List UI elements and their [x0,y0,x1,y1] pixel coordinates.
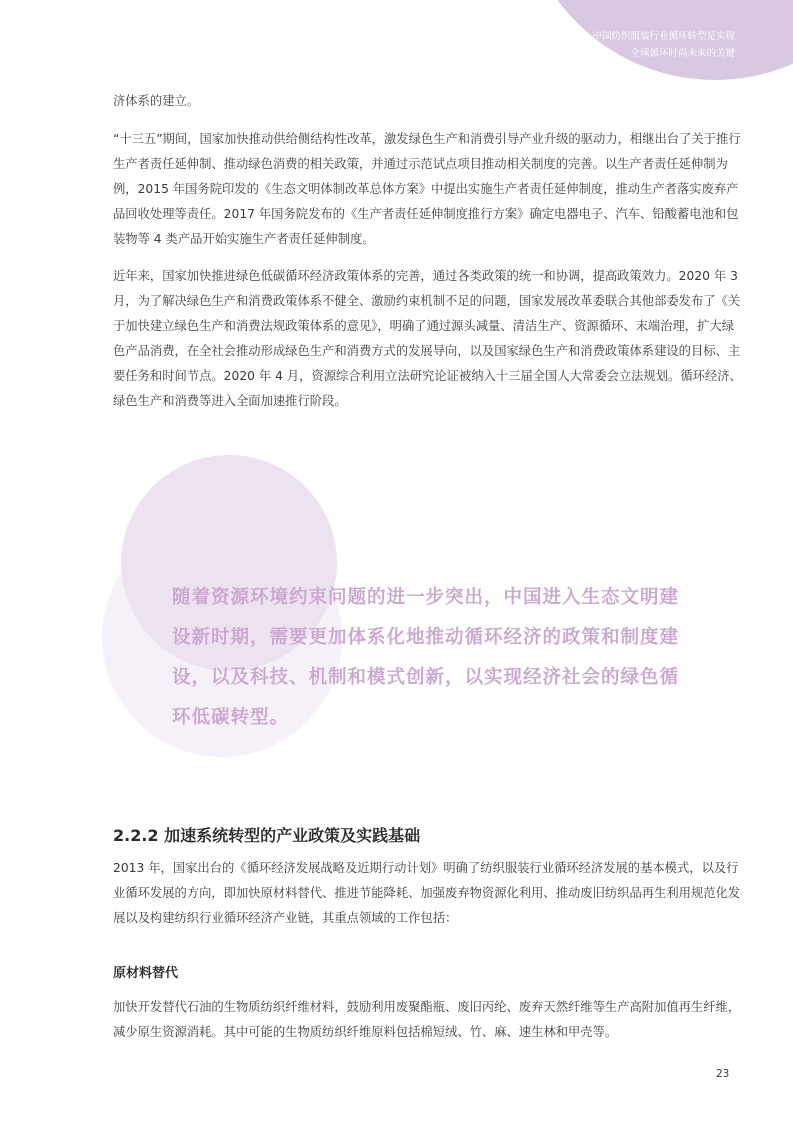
paragraph-continuation: 济体系的建立。 [113,94,200,108]
subheading-raw-material-substitution: 原材料替代 [113,966,179,981]
running-header [592,28,735,62]
raw-material-paragraph: 加快开发替代石油的生物质纺织纤维材料，鼓励利用废聚酯瓶、废旧丙纶、废弃天然纤维等生产高附加值再生纤维，减少原生资源消耗。其中可能的生物质纺织纤维原料包括棉短绒、竹、麻、速生林和甲壳等。 [113,1000,741,1039]
section-intro-paragraph: 2013 年，国家出台的《循环经济发展战略及近期行动计划》明确了纺织服装行业循环经济发展的基本模式，以及行业循环发展的方向，即加快原材料替代、推进节能降耗、加强废弃物资源化利用、推动废旧纺织品再生利用规范化发展以及构建纺织行业循环经济产业链，其重点领域的工作包括： [113,861,741,925]
paragraph-thirteenth-five-year: “十三五”期间，国家加快推动供给侧结构性改革，激发绿色生产和消费引导产业升级的驱动力，相继出台了关于推行生产者责任延伸制、推动绿色消费的相关政策，并通过示范试点项目推动相关制度的完善。以生产者责任延伸制为例，2015 年国务院印发的《生态文明体制改革总体方案》中提出实施生产者责任延伸制度，推动生产者落实废弃产品回收处理等责任。2017 年国务院发布的《生产者责任延伸制度推行方案》确定电器电子、汽车、铅酸蓄电池和包装物等 4 类产品开始实施生产者责任延伸制度。 [113,132,741,246]
paragraph-recent-years: 近年来，国家加快推进绿色低碳循环经济政策体系的完善，通过各类政策的统一和协调，提高政策效力。2020 年 3 月，为了解决绿色生产和消费政策体系不健全、激励约束机制不足的问题，国家发展改革委联合其他部委发布了《关于加快建立绿色生产和消费法规政策体系的意见》，明确了通过源头减量、清洁生产、资源循环、末端治理，扩大绿色产品消费，在全社会推动形成绿色生产和消费方式的发展导向，以及国家绿色生产和消费政策体系建设的目标、主要任务和时间节点。2020 年 4 月，资源综合利用立法研究论证被纳入十三届全国人大常委会立法规划。循环经济、绿色生产和消费等进入全面加速推行阶段。 [113,269,742,408]
running-header-line-1: 中国纺织服装行业循环转型是实现 [592,31,735,42]
pull-quote: 随着资源环境约束问题的进一步突出，中国进入生态文明建设新时期，需要更加体系化地推动循环经济的政策和制度建设，以及科技、机制和模式创新，以实现经济社会的绿色循环低碳转型。 [172,587,680,728]
section-heading: 2.2.2 加速系统转型的产业政策及实践基础 [113,826,421,845]
running-header-line-2: 全球循环时尚未来的关键 [630,48,735,59]
page-number: 23 [716,1068,730,1080]
